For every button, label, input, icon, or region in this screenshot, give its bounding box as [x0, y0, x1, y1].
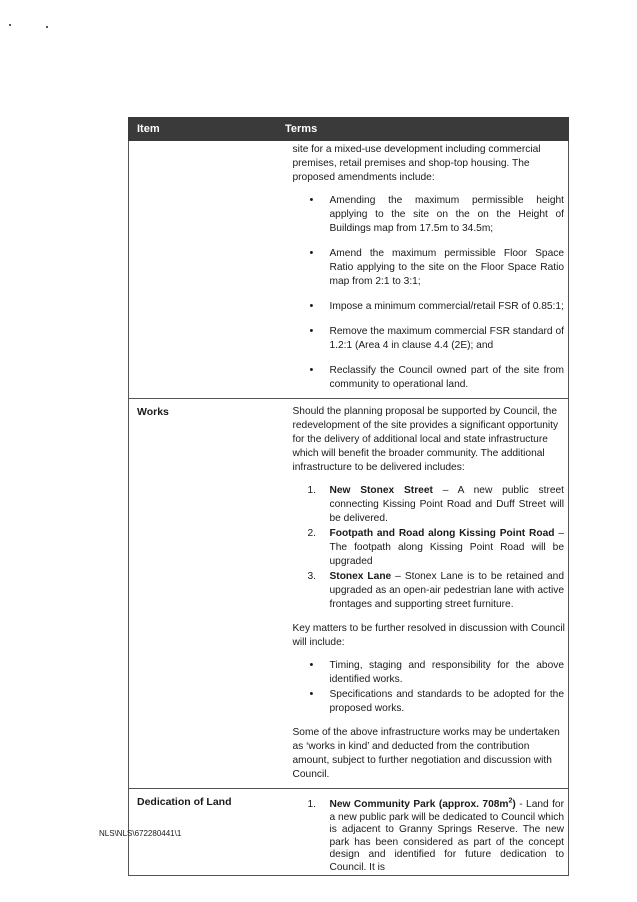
item-cell	[129, 141, 279, 399]
item-cell: Works	[129, 399, 279, 789]
bullet-icon: •	[309, 325, 314, 337]
list-item: 2. Footpath and Road along Kissing Point Road – The footpath along Kissing Point Road will be upgraded	[307, 528, 564, 567]
bullet-icon: •	[309, 300, 314, 312]
terms-cell	[279, 789, 569, 876]
numbered-list	[293, 484, 569, 612]
list-item: • Specifications and standards to be adopted for the proposed works.	[309, 688, 564, 714]
document-reference: NLS\NLS\672280441\1	[99, 829, 182, 838]
list-item: 3. Stonex Lane – Stonex Lane is to be retained and upgraded as an open-air pedestrian lane with active frontages and supporting street furniture.	[307, 571, 565, 610]
table-row	[129, 399, 569, 789]
bullet-icon: •	[309, 659, 314, 671]
paragraph: Key matters to be further resolved in discussion with Council will include:	[292, 623, 565, 648]
bullet-icon: •	[309, 364, 314, 376]
list-item: • Amend the maximum permissible Floor Space Ratio applying to the site on the Floor Space Ratio map from 2:1 to 3:1;	[309, 247, 564, 287]
bullet-icon: •	[309, 194, 314, 206]
list-item: 1. New Stonex Street – A new public street connecting Kissing Point Road and Duff Street will be delivered.	[307, 485, 564, 524]
bullet-list	[293, 194, 569, 392]
paragraph: site for a mixed-use development including commercial premises, retail premises and shop-top housing. The proposed amendments include:	[292, 144, 541, 183]
scan-speck	[46, 26, 48, 28]
list-item: • Timing, staging and responsibility for the above identified works.	[309, 659, 564, 685]
list-item: • Reclassify the Council owned part of the site from community to operational land.	[309, 364, 564, 390]
table-row	[129, 789, 569, 876]
terms-cell	[279, 399, 569, 789]
header-item: Item	[129, 118, 279, 141]
numbered-list	[293, 799, 569, 874]
paragraph: Should the planning proposal be supported by Council, the redevelopment of the site provides a significant opportunity for the delivery of additional local and state infrastructure which will benefit the broader community. The additional infrastructure to be delivered includes:	[292, 406, 559, 473]
terms-table	[128, 117, 569, 876]
scan-speck	[9, 24, 11, 26]
list-item: • Remove the maximum commercial FSR standard of 1.2:1 (Area 4 in clause 4.4 (2E); and	[309, 325, 564, 351]
terms-cell	[279, 141, 569, 399]
bullet-icon: •	[309, 247, 314, 259]
header-terms: Terms	[279, 118, 569, 141]
table-header-row	[129, 118, 569, 141]
list-item: • Amending the maximum permissible height applying to the site on the on the Height of Buildings map from 17.5m to 34.5m;	[309, 194, 564, 234]
item-cell: Dedication of Land	[129, 789, 279, 876]
list-item: 1. New Community Park (approx. $708m^2$) - Land for a new public park will be dedicated to Council which is adjacent to Granny Springs Reserve. The new park has been considered as part of the concept design and identified for future dedication to Council. It is	[307, 797, 564, 873]
list-item: • Impose a minimum commercial/retail FSR of 0.85:1;	[309, 300, 564, 312]
paragraph: Some of the above infrastructure works may be undertaken as ‘works in kind’ and deducted from the contribution amount, subject to further negotiation and discussion with Council.	[292, 727, 560, 780]
table-row	[129, 141, 569, 399]
bullet-icon: •	[309, 688, 314, 700]
bullet-list	[293, 659, 569, 716]
